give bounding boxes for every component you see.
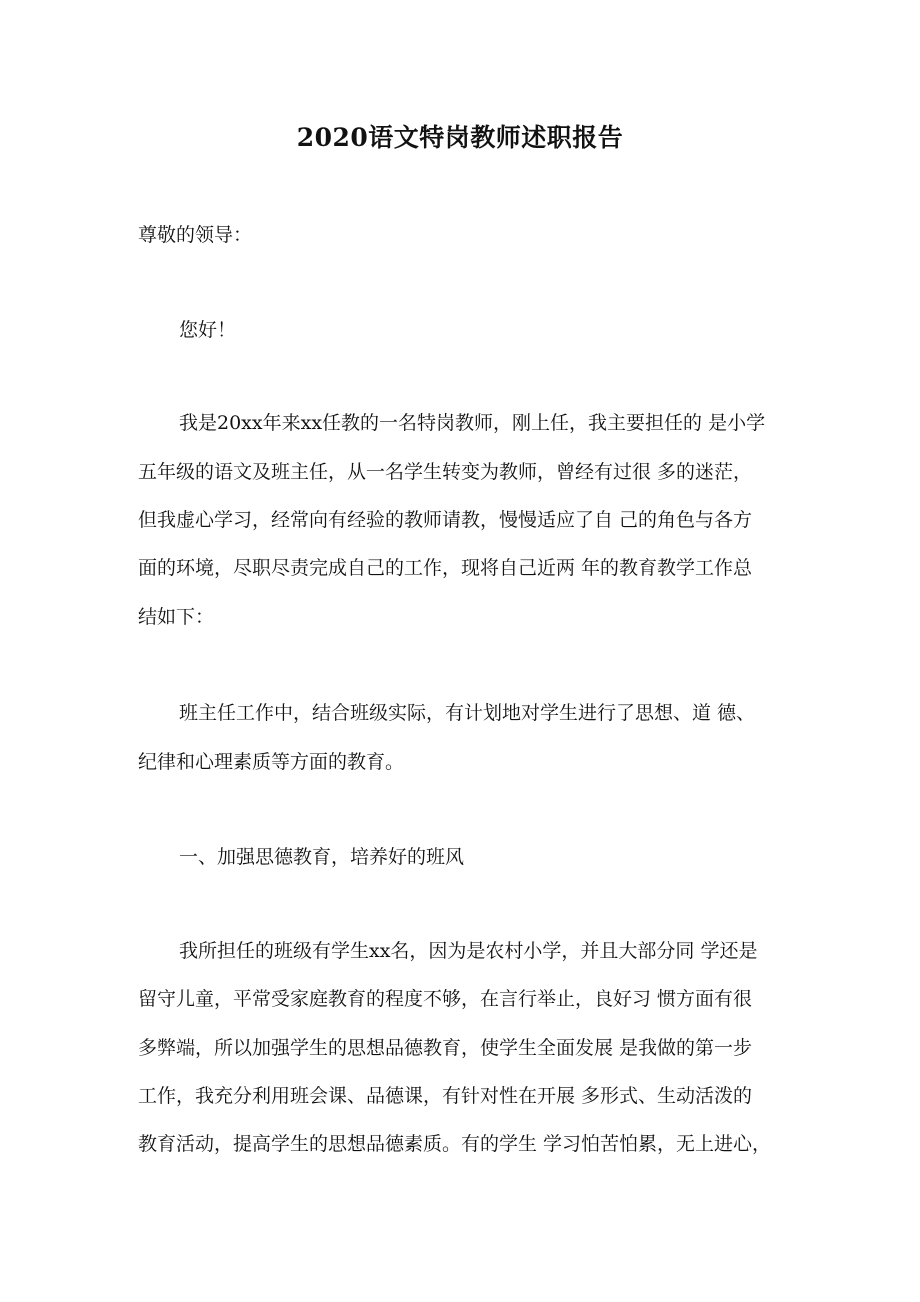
greeting: 您好！ [179, 319, 237, 341]
paragraph-4-line-4: 工作，我充分利用班会课、品德课，有针对性在开展 多形式、生动活泼的 [138, 1085, 753, 1107]
salutation: 尊敬的领导： [138, 224, 253, 246]
paragraph-1-line-2: 五年级的语文及班主任，从一名学生转变为教师，曾经有过很 多的迷茫， [138, 461, 753, 483]
paragraph-4-line-1: 我所担任的班级有学生xx名，因为是农村小学，并且大部分同 学还是 [179, 940, 758, 962]
document-title: 2020语文特岗教师述职报告 [296, 123, 624, 152]
paragraph-4-line-3: 多弊端，所以加强学生的思想品德教育，使学生全面发展 是我做的第一步 [138, 1037, 753, 1059]
paragraph-1-line-5: 结如下： [138, 606, 215, 628]
paragraph-1-line-3: 但我虚心学习，经常向有经验的教师请教，慢慢适应了自 己的角色与各方 [138, 509, 753, 531]
paragraph-2-line-1: 班主任工作中，结合班级实际，有计划地对学生进行了思想、道 德、 [179, 702, 756, 724]
paragraph-1-line-1: 我是20xx年来xx任教的一名特岗教师，刚上任，我主要担任的 是小学 [179, 412, 766, 434]
paragraph-2-line-2: 纪律和心理素质等方面的教育。 [138, 751, 405, 773]
paragraph-4-line-5: 教育活动，提高学生的思想品德素质。有的学生 学习怕苦怕累，无上进心， [138, 1133, 772, 1155]
section-heading: 一、加强思德教育，培养好的班风 [179, 846, 465, 868]
paragraph-1-line-4: 面的环境，尽职尽责完成自己的工作，现将自己近两 年的教育教学工作总 [138, 557, 753, 579]
paragraph-4-line-2: 留守儿童，平常受家庭教育的程度不够，在言行举止，良好习 惯方面有很 [138, 988, 753, 1010]
